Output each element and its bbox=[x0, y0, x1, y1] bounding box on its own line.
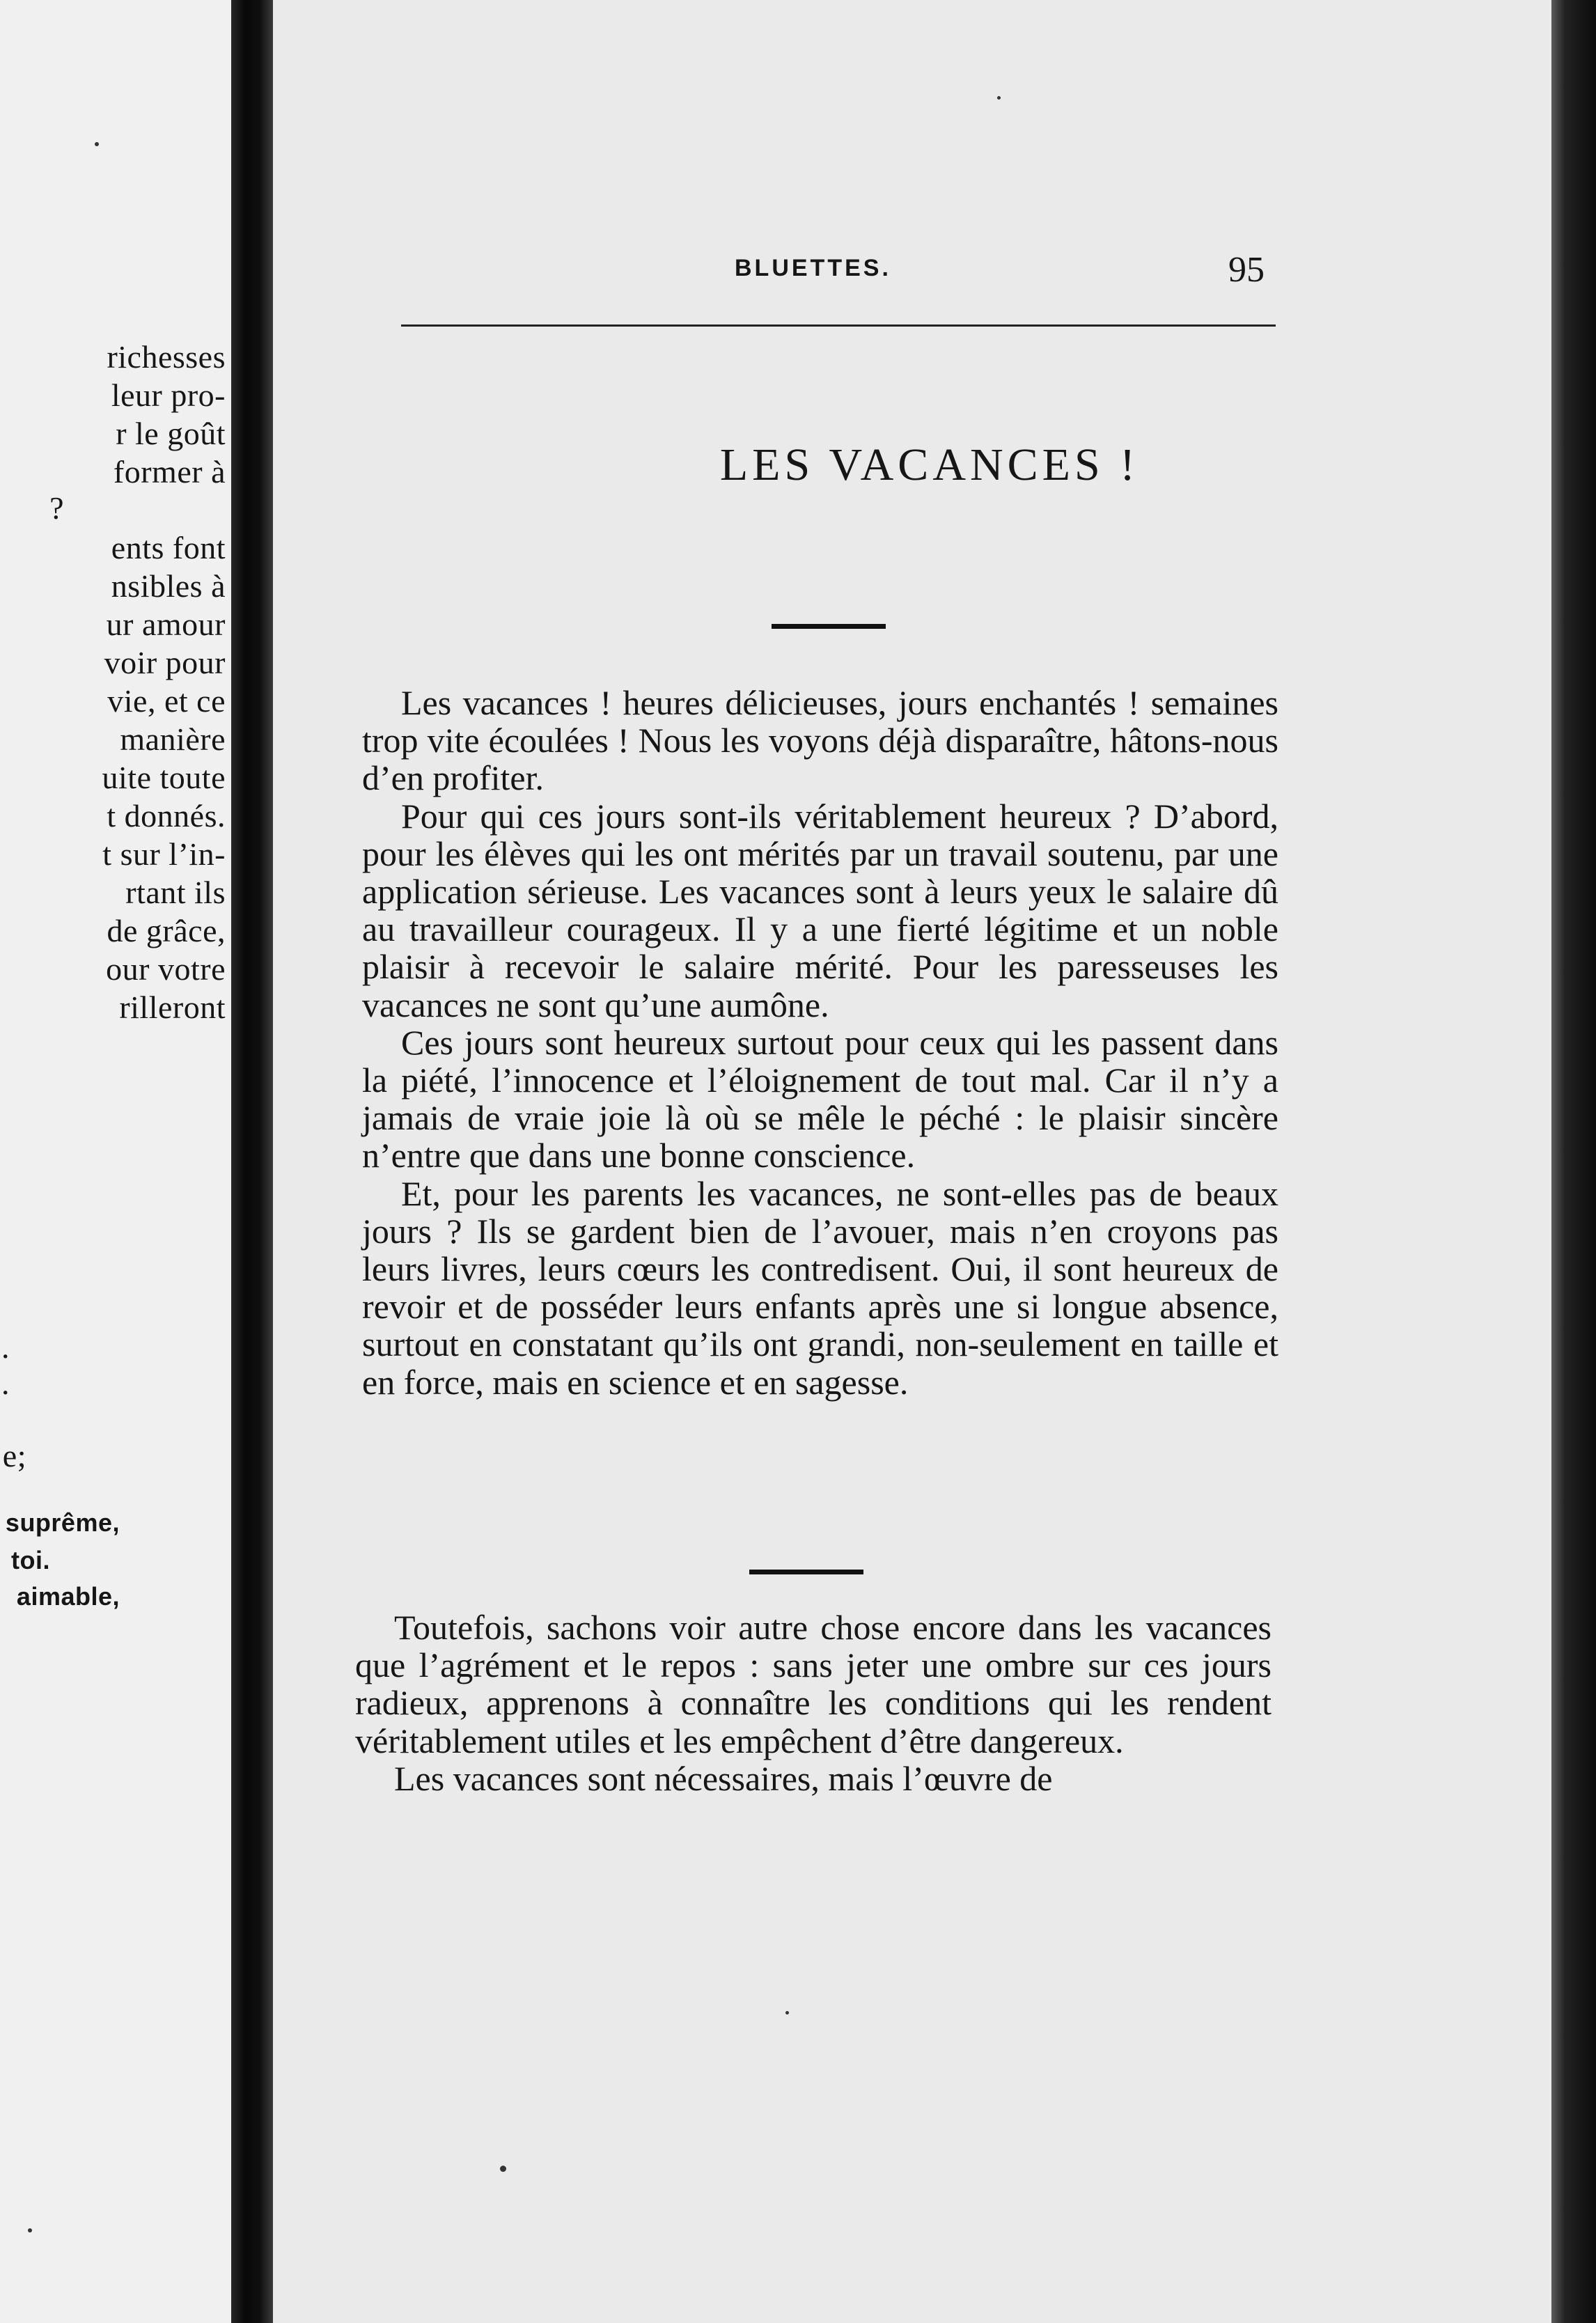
book-edge bbox=[1551, 0, 1596, 2323]
facing-line-14: t sur l’in- bbox=[102, 836, 226, 872]
paper-speck bbox=[785, 2011, 789, 2015]
facing-line-18: rilleront bbox=[119, 990, 226, 1025]
facing-line-19: . bbox=[1, 1329, 10, 1365]
paragraph-2: Pour qui ces jours sont-ils véritablement heureux ? D’abord, pour les élèves qui les ont mérités par un travail soutenu, par une application sérieuse. Les vacances sont à leurs yeux le salaire dû au travailleur courageux. Il y a une fierté légitime et un noble plaisir à recevoir le salaire mérité. Pour les paresseuses les vacances ne sont qu’une aumône. bbox=[362, 796, 1278, 1024]
running-title: BLUETTES. bbox=[735, 255, 891, 281]
book-page bbox=[273, 0, 1551, 2323]
paper-speck bbox=[500, 2166, 506, 2172]
facing-line-12: uite toute bbox=[102, 760, 226, 795]
paper-speck bbox=[95, 142, 99, 146]
section-one-text bbox=[362, 684, 1278, 1401]
facing-line-15: rtant ils bbox=[125, 875, 226, 910]
facing-page bbox=[0, 0, 231, 2323]
running-header bbox=[273, 249, 1551, 291]
header-rule bbox=[401, 324, 1276, 327]
facing-line-9: voir pour bbox=[104, 645, 226, 680]
paragraph-5: Toutefois, sachons voir autre chose encore dans les vacances que l’agrément et le repos : sans jeter une ombre sur ces jours radieux, apprenons à connaître les conditions qui les rendent véritablement utiles et les empêchent d’être dangereux. bbox=[355, 1608, 1272, 1760]
facing-line-7: nsibles à bbox=[111, 568, 226, 604]
facing-line-24: aimable, bbox=[16, 1582, 120, 1611]
page-number: 95 bbox=[1228, 250, 1265, 290]
facing-line-23: toi. bbox=[11, 1546, 50, 1574]
facing-line-22: suprême, bbox=[5, 1508, 120, 1537]
book-gutter bbox=[231, 0, 273, 2323]
paragraph-1: Les vacances ! heures délicieuses, jours enchantés ! semaines trop vite écoulées ! Nous les voyons déjà disparaître, hâtons-nous d’en profiter. bbox=[362, 683, 1278, 798]
ornament-rule-middle bbox=[749, 1570, 863, 1574]
paper-speck bbox=[997, 96, 1001, 100]
section-two-text bbox=[355, 1609, 1272, 1797]
facing-line-10: vie, et ce bbox=[107, 683, 226, 719]
paragraph-3: Ces jours sont heureux surtout pour ceux qui les passent dans la piété, l’innocence et l’éloignement de tout mal. Car il n’y a jamais de vraie joie là où se mêle le péché : le plaisir sincère n’entre que dans une bonne conscience. bbox=[362, 1022, 1278, 1175]
facing-line-3: r le goût bbox=[116, 416, 226, 451]
facing-line-2: leur pro- bbox=[111, 377, 226, 413]
facing-line-8: ur amour bbox=[106, 607, 226, 642]
facing-line-20: . bbox=[1, 1366, 10, 1401]
ornament-rule-top bbox=[772, 624, 886, 629]
facing-line-11: manière bbox=[120, 721, 226, 757]
paragraph-4: Et, pour les parents les vacances, ne sont-elles pas de beaux jours ? Ils se gardent bien de l’avouer, mais n’en croyons pas leurs livres, leurs cœurs les contredisent. Oui, il sont heureux de revoir et de posséder leurs enfants après une si longue absence, surtout en constatant qu’ils ont grandi, non-seulement en taille et en force, mais en science et en sagesse. bbox=[362, 1173, 1278, 1402]
facing-line-16: de grâce, bbox=[107, 913, 226, 948]
facing-line-4: former à bbox=[113, 454, 226, 490]
paragraph-6: Les vacances sont nécessaires, mais l’œuvre de bbox=[394, 1758, 1053, 1798]
facing-line-17: our votre bbox=[106, 951, 226, 987]
facing-line-13: t donnés. bbox=[107, 798, 226, 834]
facing-line-21: e; bbox=[2, 1438, 26, 1473]
facing-line-6: ents font bbox=[111, 530, 226, 565]
chapter-title: LES VACANCES ! bbox=[719, 439, 1140, 490]
facing-line-5: ? bbox=[49, 490, 64, 526]
paper-speck bbox=[28, 2228, 32, 2232]
facing-line-1: richesses bbox=[107, 339, 226, 375]
